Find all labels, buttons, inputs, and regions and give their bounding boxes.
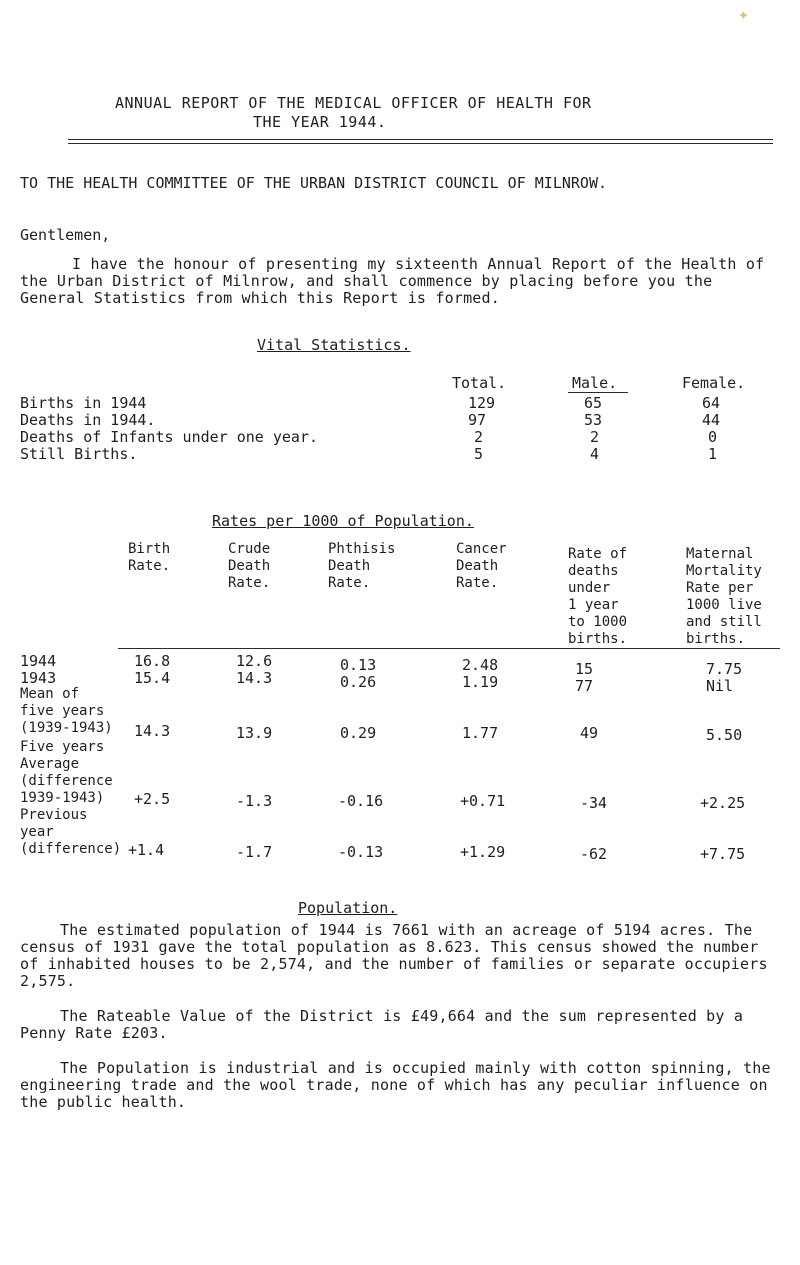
row-male: 53 xyxy=(584,411,603,429)
rates-cell: 5.50 xyxy=(706,726,743,744)
col-male: Male. xyxy=(572,374,618,392)
report-title-line2: THE YEAR 1944. xyxy=(253,113,387,131)
rates-cell: 0.13 xyxy=(340,656,377,674)
row-female: 44 xyxy=(702,411,721,429)
rates-row-label: Five years Average (difference 1939-1943) xyxy=(20,739,113,806)
row-label: Deaths of Infants under one year. xyxy=(20,428,319,446)
faded-stamp-mark: ✦ xyxy=(738,4,749,25)
rates-row-label: 1944 xyxy=(20,652,57,670)
col-phthisis-death-rate: Phthisis Death Rate. xyxy=(328,541,396,591)
rates-cell: 13.9 xyxy=(236,724,273,742)
rates-cell: +2.5 xyxy=(134,790,171,808)
population-heading: Population. xyxy=(298,899,398,917)
rates-row-label: Previous year (difference) xyxy=(20,807,122,857)
rates-cell: 16.8 xyxy=(134,652,171,670)
vital-statistics-heading: Vital Statistics. xyxy=(257,336,411,354)
title-rule-2 xyxy=(68,143,773,144)
row-female: 0 xyxy=(708,428,718,446)
row-total: 5 xyxy=(474,445,484,463)
rates-row-label: Mean of five years (1939-1943) xyxy=(20,686,113,736)
addressee: TO THE HEALTH COMMITTEE OF THE URBAN DISTRICT COUNCIL OF MILNROW. xyxy=(20,174,607,192)
rates-cell: +1.4 xyxy=(128,841,165,859)
rates-cell: 1.77 xyxy=(462,724,499,742)
rates-cell: 0.26 xyxy=(340,673,377,691)
report-title-line1: ANNUAL REPORT OF THE MEDICAL OFFICER OF HEALTH FOR xyxy=(115,94,592,112)
row-female: 64 xyxy=(702,394,721,412)
row-label: Births in 1944 xyxy=(20,394,147,412)
col-underline xyxy=(568,392,628,393)
title-rule xyxy=(68,139,773,140)
rates-cell: +7.75 xyxy=(700,845,746,863)
col-infant-death-rate: Rate of deaths under 1 year to 1000 births. xyxy=(568,546,628,647)
rates-cell: 12.6 xyxy=(236,652,273,670)
rates-cell: 2.48 xyxy=(462,656,499,674)
rates-row-label: 1943 xyxy=(20,669,57,687)
rates-cell: -1.7 xyxy=(236,843,273,861)
rates-cell: -62 xyxy=(580,845,608,863)
rates-cell: -34 xyxy=(580,794,608,812)
row-male: 2 xyxy=(590,428,600,446)
col-birth-rate: Birth Rate. xyxy=(128,541,171,574)
rates-cell: +1.29 xyxy=(460,843,506,861)
rates-cell: +0.71 xyxy=(460,792,506,810)
rates-cell: 15 xyxy=(575,660,594,678)
population-paragraph-1: The estimated population of 1944 is 7661 with an acreage of 5194 acres. The census of 1931 gave the total population as 8.623. This census showed the number of inhabited houses to be 2,574, and the number of families or separate occupiers 2,575. xyxy=(20,921,768,990)
row-female: 1 xyxy=(708,445,718,463)
row-label: Still Births. xyxy=(20,445,138,463)
rates-cell: 15.4 xyxy=(134,669,171,687)
salutation: Gentlemen, xyxy=(20,226,111,244)
row-total: 2 xyxy=(474,428,484,446)
row-total: 97 xyxy=(468,411,487,429)
rates-header-rule xyxy=(118,648,780,649)
col-cancer-death-rate: Cancer Death Rate. xyxy=(456,541,507,591)
rates-cell: 14.3 xyxy=(134,722,171,740)
rates-cell: -1.3 xyxy=(236,792,273,810)
rates-heading: Rates per 1000 of Population. xyxy=(212,512,474,530)
rates-cell: 14.3 xyxy=(236,669,273,687)
col-crude-death-rate: Crude Death Rate. xyxy=(228,541,271,591)
row-male: 65 xyxy=(584,394,603,412)
rates-cell: 77 xyxy=(575,677,594,695)
row-total: 129 xyxy=(468,394,496,412)
rates-cell: 7.75 xyxy=(706,660,743,678)
rates-cell: +2.25 xyxy=(700,794,746,812)
rates-cell: -0.16 xyxy=(338,792,384,810)
col-total: Total. xyxy=(452,374,507,392)
rates-cell: 1.19 xyxy=(462,673,499,691)
col-maternal-mortality-rate: Maternal Mortality Rate per 1000 live and still births. xyxy=(686,546,762,647)
population-paragraph-2: The Rateable Value of the District is £49,664 and the sum represented by a Penny Rate £203. xyxy=(20,1007,744,1042)
row-label: Deaths in 1944. xyxy=(20,411,156,429)
row-male: 4 xyxy=(590,445,600,463)
rates-cell: -0.13 xyxy=(338,843,384,861)
rates-cell: 49 xyxy=(580,724,599,742)
intro-paragraph: I have the honour of presenting my sixteenth Annual Report of the Health of the Urban District of Milnrow, and shall commence by placing before you the General Statistics from which this Report is formed. xyxy=(20,255,765,307)
rates-cell: Nil xyxy=(706,677,734,695)
population-paragraph-3: The Population is industrial and is occupied mainly with cotton spinning, the engineering trade and the wool trade, none of which has any peculiar influence on the public health. xyxy=(20,1059,771,1111)
rates-cell: 0.29 xyxy=(340,724,377,742)
col-female: Female. xyxy=(682,374,746,392)
